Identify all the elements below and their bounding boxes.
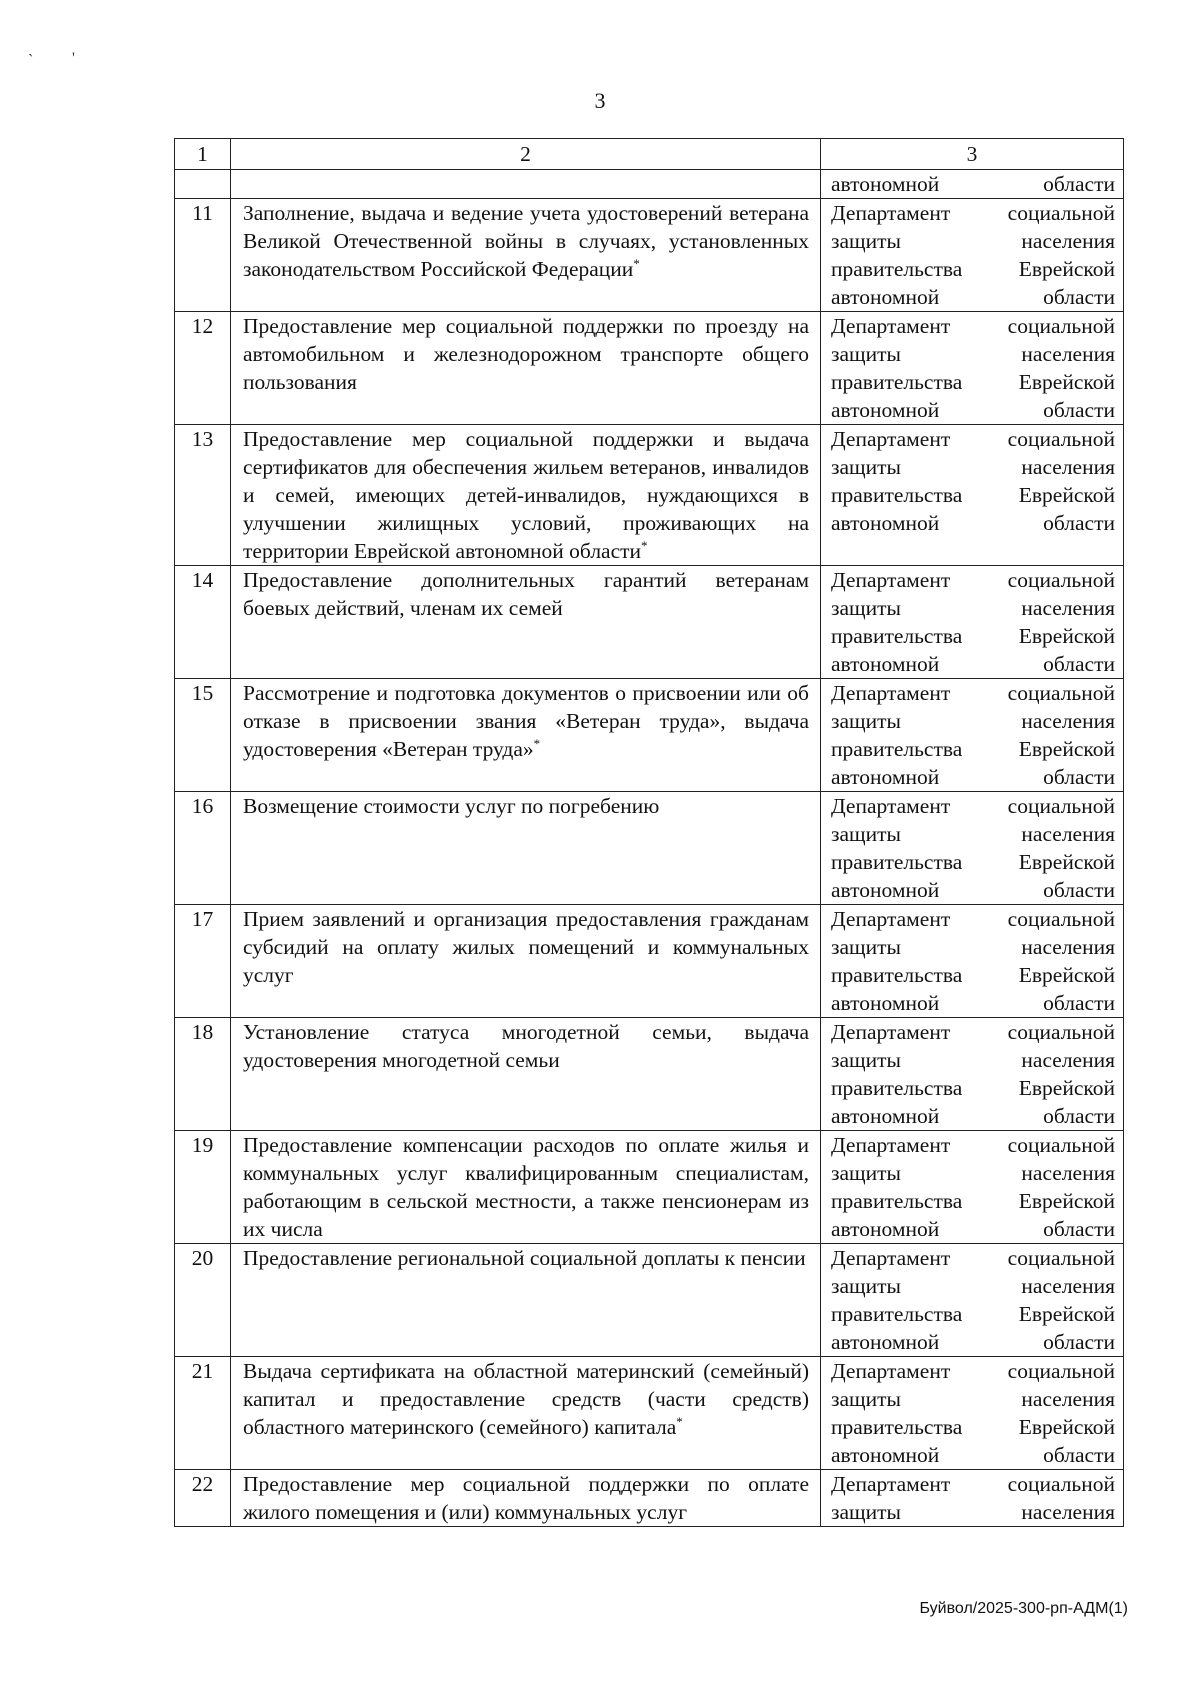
- responsible-department: [821, 905, 1124, 1018]
- service-description: [231, 1470, 821, 1527]
- department-line: правительства Еврейской: [831, 1189, 1115, 1213]
- responsible-department: [821, 679, 1124, 792]
- service-description-text: Возмещение стоимости услуг по погребению: [243, 794, 660, 818]
- service-description-text: Предоставление дополнительных гарантий ветеранам боевых действий, членам их семей: [243, 568, 809, 620]
- row-number: 19: [175, 1131, 231, 1244]
- footnote-mark: *: [641, 537, 648, 553]
- department-line: Департамент социальной: [831, 681, 1115, 705]
- service-description-text: Прием заявлений и организация предоставления гражданам субсидий на оплату жилых помещений и коммунальных услуг: [243, 907, 809, 987]
- department-line: защиты населения: [831, 1500, 1115, 1524]
- footnote-mark: *: [676, 1413, 683, 1429]
- table-row: [175, 1131, 1124, 1244]
- service-description: [231, 1018, 821, 1131]
- department-line: Департамент социальной: [831, 314, 1115, 338]
- department-line: Департамент социальной: [831, 1359, 1115, 1383]
- department-line: автономной области: [831, 1443, 1115, 1467]
- service-description: [231, 905, 821, 1018]
- responsible-department: [821, 1131, 1124, 1244]
- service-description-text: Предоставление компенсации расходов по оплате жилья и коммунальных услуг квалифицированным специалистам, работающим в сельской местности, а также пенсионерам из их числа: [243, 1133, 809, 1241]
- department-line: правительства Еврейской: [831, 257, 1115, 281]
- service-description: [231, 1244, 821, 1357]
- service-description-text: Предоставление мер социальной поддержки по оплате жилого помещения и (или) коммунальных услуг: [243, 1472, 809, 1524]
- column-header-service: 2: [231, 139, 821, 170]
- row-number: 11: [175, 199, 231, 312]
- department-line: защиты населения: [831, 596, 1115, 620]
- department-line: правительства Еврейской: [831, 963, 1115, 987]
- department-line: автономной области: [831, 511, 1115, 535]
- responsible-department: [821, 792, 1124, 905]
- department-line: защиты населения: [831, 822, 1115, 846]
- row-number: 22: [175, 1470, 231, 1527]
- table-row: [175, 199, 1124, 312]
- responsible-department: [821, 425, 1124, 566]
- service-description: [231, 425, 821, 566]
- page-number: 3: [594, 88, 606, 113]
- service-description: [231, 170, 821, 199]
- table-row: [175, 679, 1124, 792]
- service-description-text: Заполнение, выдача и ведение учета удостоверений ветерана Великой Отечественной войны в случаях, установленных законодательством Российской Федерации: [243, 201, 809, 281]
- service-description: [231, 679, 821, 792]
- service-description: [231, 199, 821, 312]
- row-number: 13: [175, 425, 231, 566]
- department-line: Департамент социальной: [831, 427, 1115, 451]
- department-line: автономной области: [831, 1330, 1115, 1354]
- department-line: защиты населения: [831, 1387, 1115, 1411]
- department-line: правительства Еврейской: [831, 483, 1115, 507]
- service-description: [231, 1131, 821, 1244]
- department-line: автономной области: [831, 765, 1115, 789]
- department-line: защиты населения: [831, 935, 1115, 959]
- department-line: Департамент социальной: [831, 1246, 1115, 1270]
- scan-mark: ': [72, 50, 75, 67]
- service-description: [231, 566, 821, 679]
- department-line: автономной области: [831, 1217, 1115, 1241]
- responsible-department: [821, 1470, 1124, 1527]
- column-header-number: 1: [175, 139, 231, 170]
- department-line: защиты населения: [831, 1274, 1115, 1298]
- row-number: 12: [175, 312, 231, 425]
- table-row: [175, 425, 1124, 566]
- department-line: автономной области: [831, 652, 1115, 676]
- responsible-department: [821, 199, 1124, 312]
- services-table: [174, 138, 1124, 1527]
- row-number: 15: [175, 679, 231, 792]
- responsible-department: [821, 1018, 1124, 1131]
- service-description: [231, 1357, 821, 1470]
- table-row: [175, 1244, 1124, 1357]
- table-body: [175, 139, 1124, 1527]
- department-line: правительства Еврейской: [831, 737, 1115, 761]
- responsible-department: [821, 1357, 1124, 1470]
- department-line: Департамент социальной: [831, 1020, 1115, 1044]
- department-line: Департамент социальной: [831, 568, 1115, 592]
- department-line: защиты населения: [831, 1161, 1115, 1185]
- table-row: [175, 792, 1124, 905]
- department-line: защиты населения: [831, 709, 1115, 733]
- department-line: автономной области: [831, 172, 1115, 196]
- footnote-mark: *: [633, 255, 640, 271]
- footnote-mark: *: [533, 735, 541, 751]
- department-line: автономной области: [831, 1104, 1115, 1128]
- responsible-department: [821, 312, 1124, 425]
- row-number: 17: [175, 905, 231, 1018]
- department-line: автономной области: [831, 991, 1115, 1015]
- table-row: [175, 312, 1124, 425]
- department-line: автономной области: [831, 285, 1115, 309]
- table-row-continuation: [175, 170, 1124, 199]
- service-description-text: Установление статуса многодетной семьи, выдача удостоверения многодетной семьи: [243, 1020, 809, 1072]
- department-line: защиты населения: [831, 342, 1115, 366]
- service-description-text: Выдача сертификата на областной материнский (семейный) капитал и предоставление средств (части средств) областного материнского (семейного) капитала: [243, 1359, 809, 1439]
- table-row: [175, 905, 1124, 1018]
- responsible-department: [821, 170, 1124, 199]
- department-line: защиты населения: [831, 1048, 1115, 1072]
- row-number: 18: [175, 1018, 231, 1131]
- department-line: правительства Еврейской: [831, 1415, 1115, 1439]
- table-row: [175, 1018, 1124, 1131]
- department-line: правительства Еврейской: [831, 1076, 1115, 1100]
- department-line: Департамент социальной: [831, 1472, 1115, 1496]
- service-description-text: Рассмотрение и подготовка документов о присвоении или об отказе в присвоении звания «Ветеран труда», выдача удостоверения «Ветеран труда»: [243, 681, 809, 761]
- service-description: [231, 792, 821, 905]
- service-description-text: Предоставление мер социальной поддержки по проезду на автомобильном и железнодорожном транспорте общего пользования: [243, 314, 809, 394]
- document-reference: Буйвол/2025-300-рп-АДМ(1): [919, 1600, 1128, 1617]
- department-line: правительства Еврейской: [831, 1302, 1115, 1326]
- department-line: Департамент социальной: [831, 201, 1115, 225]
- department-line: автономной области: [831, 398, 1115, 422]
- table-row: [175, 1357, 1124, 1470]
- table-row: [175, 1470, 1124, 1527]
- scan-mark: `: [28, 52, 34, 69]
- department-line: Департамент социальной: [831, 1133, 1115, 1157]
- department-line: Департамент социальной: [831, 794, 1115, 818]
- responsible-department: [821, 566, 1124, 679]
- row-number: 21: [175, 1357, 231, 1470]
- table-header-row: [175, 139, 1124, 170]
- department-line: правительства Еврейской: [831, 850, 1115, 874]
- department-line: правительства Еврейской: [831, 370, 1115, 394]
- department-line: защиты населения: [831, 455, 1115, 479]
- responsible-department: [821, 1244, 1124, 1357]
- department-line: автономной области: [831, 878, 1115, 902]
- department-line: Департамент социальной: [831, 907, 1115, 931]
- row-number: [175, 170, 231, 199]
- row-number: 20: [175, 1244, 231, 1357]
- table-row: [175, 566, 1124, 679]
- column-header-department: 3: [821, 139, 1124, 170]
- service-description-text: Предоставление мер социальной поддержки и выдача сертификатов для обеспечения жильем ветеранов, инвалидов и семей, имеющих детей-инвалидов, нуждающихся в улучшении жилищных условий, проживающих на территории Еврейской автономной области: [243, 427, 809, 563]
- row-number: 16: [175, 792, 231, 905]
- department-line: правительства Еврейской: [831, 624, 1115, 648]
- row-number: 14: [175, 566, 231, 679]
- service-description-text: Предоставление региональной социальной доплаты к пенсии: [243, 1246, 806, 1270]
- department-line: защиты населения: [831, 229, 1115, 253]
- service-description: [231, 312, 821, 425]
